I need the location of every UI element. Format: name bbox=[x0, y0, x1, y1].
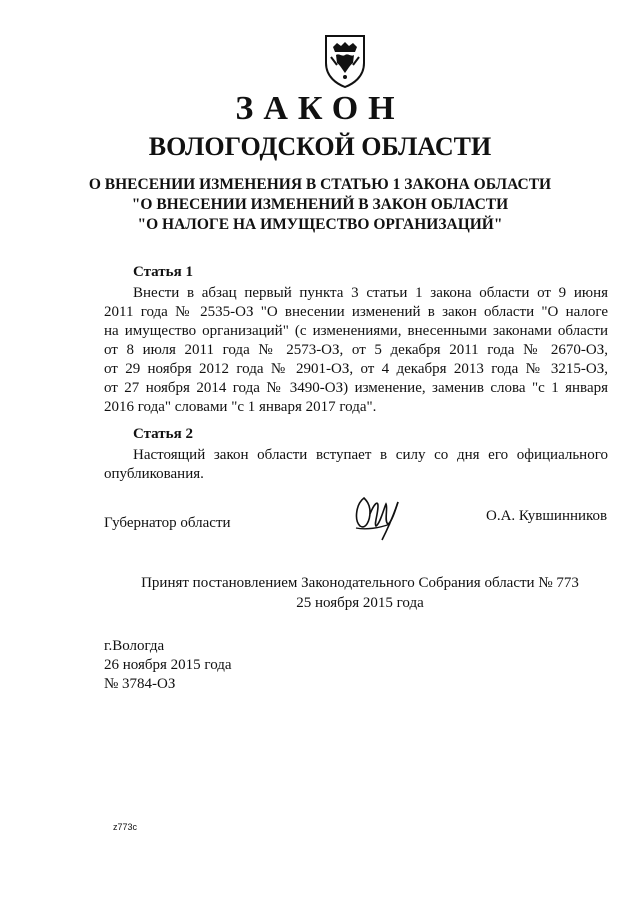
article-2-text-line: опубликования. bbox=[104, 466, 204, 482]
document-code: z773c bbox=[113, 822, 138, 832]
article-1-text-line: от 29 ноября 2012 года № 2901-ОЗ, от 4 декабря 2013 года № 3215-ОЗ, bbox=[104, 361, 608, 377]
article-1-text-line: 2011 года № 2535-ОЗ "О внесении изменений в закон области "О налоге bbox=[104, 304, 608, 320]
document-type: ЗАКОН bbox=[235, 90, 405, 127]
article-1-text-line: 2016 года" словами "с 1 января 2017 года". bbox=[104, 399, 377, 415]
law-number: № 3784-ОЗ bbox=[104, 676, 176, 692]
region-name: ВОЛОГОДСКОЙ ОБЛАСТИ bbox=[148, 132, 492, 161]
article-1-text-line: от 8 июля 2011 года № 2573-ОЗ, от 5 декабря 2011 года № 2670-ОЗ, bbox=[104, 342, 608, 358]
article-1-heading: Статья 1 bbox=[133, 264, 193, 280]
article-1-text-line: от 27 ноября 2014 года № 3490-ОЗ) изменение, заменив слова "с 1 января bbox=[104, 380, 608, 396]
law-title-line: "О ВНЕСЕНИИ ИЗМЕНЕНИЙ В ЗАКОН ОБЛАСТИ bbox=[131, 196, 509, 213]
article-1-text-line: Внести в абзац первый пункта 3 статьи 1 закона области от 9 июня bbox=[133, 285, 608, 301]
article-2-heading: Статья 2 bbox=[133, 426, 193, 442]
adoption-date: 25 ноября 2015 года bbox=[296, 595, 424, 611]
law-title-line: О ВНЕСЕНИИ ИЗМЕНЕНИЯ В СТАТЬЮ 1 ЗАКОНА ОБЛАСТИ bbox=[88, 176, 552, 193]
article-1-text-line: на имущество организаций" (с изменениями, внесенными законами области bbox=[104, 323, 608, 339]
law-title-line: "О НАЛОГЕ НА ИМУЩЕСТВО ОРГАНИЗАЦИЙ" bbox=[137, 216, 503, 233]
adoption-resolution: Принят постановлением Законодательного Собрания области № 773 bbox=[141, 575, 579, 591]
article-2-text-line: Настоящий закон области вступает в силу со дня его официального bbox=[133, 447, 608, 463]
coat-of-arms-emblem bbox=[323, 33, 367, 89]
city: г.Вологда bbox=[104, 638, 165, 654]
signing-date: 26 ноября 2015 года bbox=[104, 657, 232, 673]
governor-name: О.А. Кувшинников bbox=[486, 508, 608, 524]
governor-label: Губернатор области bbox=[104, 515, 231, 531]
handwritten-signature bbox=[350, 490, 410, 546]
